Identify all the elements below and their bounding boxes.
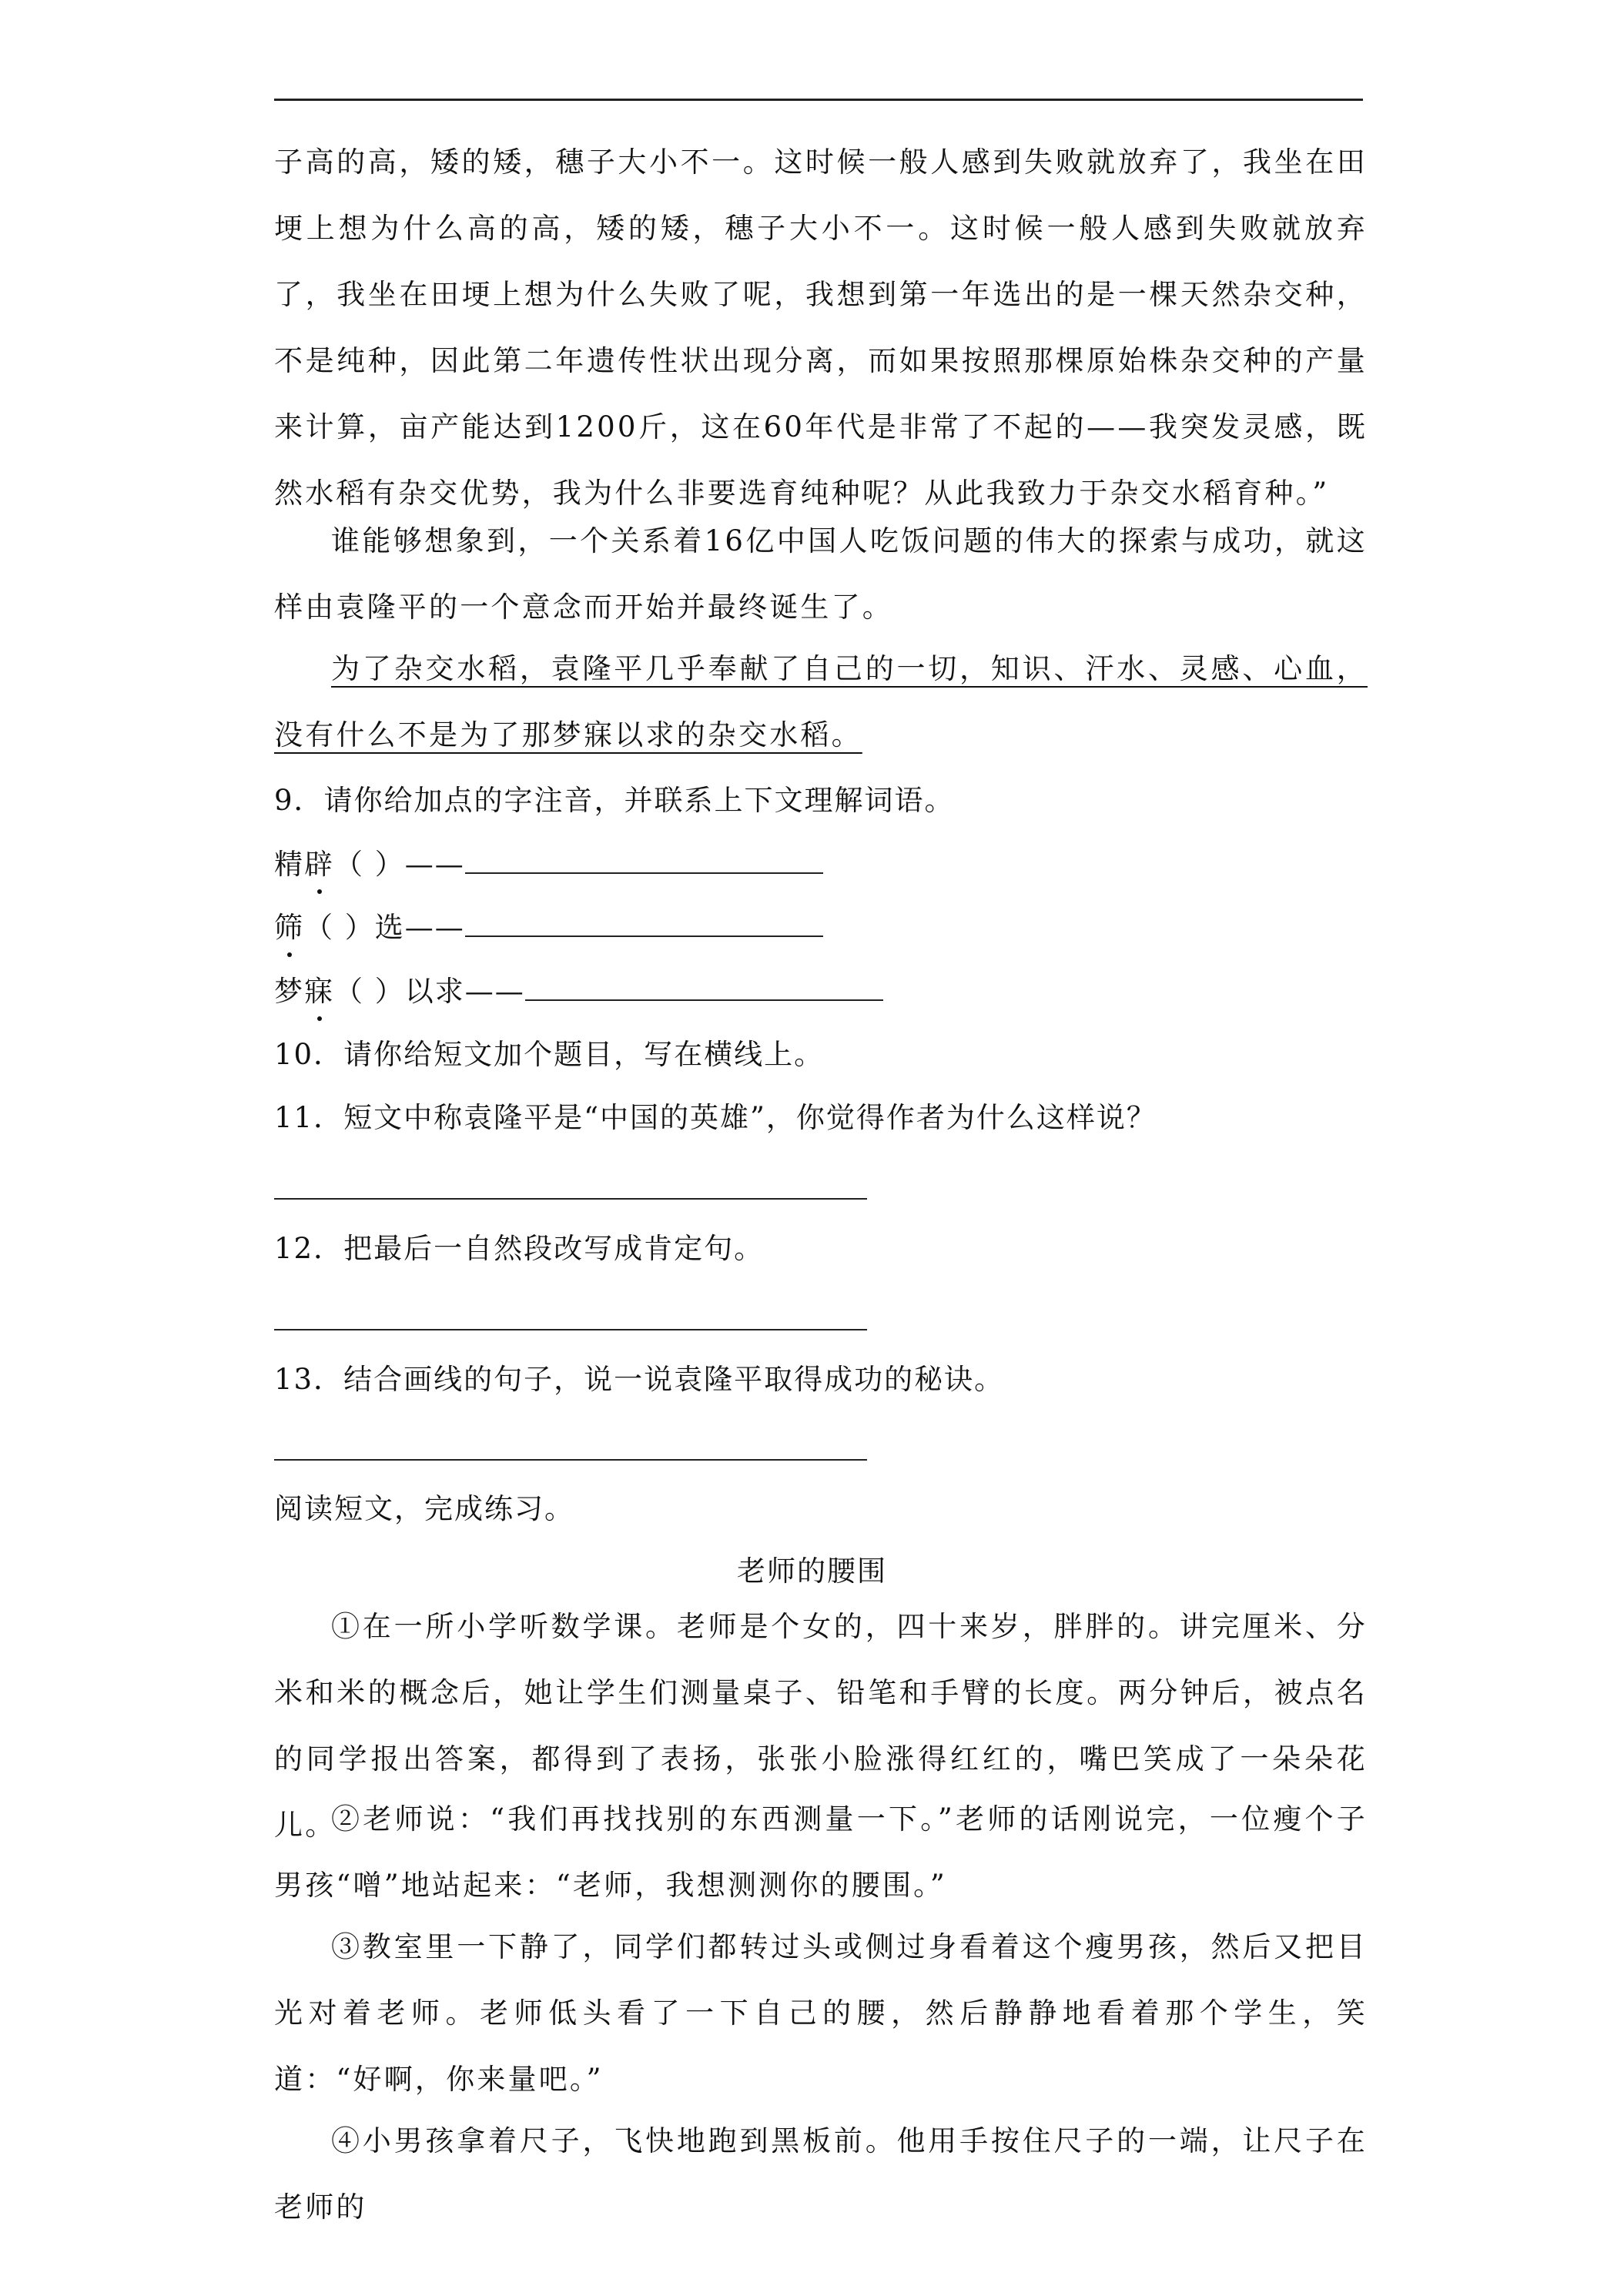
q9-word-2-blank[interactable] xyxy=(465,905,823,937)
q9-word-1-paren: （ ）—— xyxy=(334,848,465,881)
q11-answer-line[interactable] xyxy=(274,1198,867,1200)
question-10: 10．请你给短文加个题目，写在横线上。 xyxy=(274,1038,825,1071)
q9-word-3-char: 梦 xyxy=(274,975,304,1008)
q9-word-2 xyxy=(274,905,823,951)
passage2-paragraph-4: ④小男孩拿着尺子，飞快地跑到黑板前。他用手按住尺子的一端，让尺子在老师的 xyxy=(274,2124,1368,2224)
passage2-paragraph-2: ②老师说：“我们再找找别的东西测量一下。”老师的话刚说完，一位瘦个子男孩“噌”地站起来：“老师，我想测测你的腰围。” xyxy=(274,1802,1368,1902)
q9-word-3-dotted-char: 寐 xyxy=(304,969,334,1015)
underlined-sentence: 为了杂交水稻，袁隆平几乎奉献了自己的一切，知识、汗水、灵感、心血，没有什么不是为了那梦寐以求的杂交水稻。 xyxy=(274,652,1368,751)
question-13: 13．结合画线的句子，说一说袁隆平取得成功的秘诀。 xyxy=(274,1363,1005,1396)
question-11: 11．短文中称袁隆平是“中国的英雄”，你觉得作者为什么这样说？ xyxy=(274,1101,1157,1134)
q9-word-3 xyxy=(274,969,883,1015)
q9-word-1-dotted-char: 辟 xyxy=(304,842,334,888)
question-12: 12．把最后一自然段改写成肯定句。 xyxy=(274,1232,765,1265)
q13-answer-line[interactable] xyxy=(274,1459,867,1461)
question-9: 9．请你给加点的字注音，并联系上下文理解词语。 xyxy=(274,784,955,817)
passage2-paragraph-3: ③教室里一下静了，同学们都转过头或侧过身看着这个瘦男孩，然后又把目光对着老师。老师低头看了一下自己的腰，然后静静地看着那个学生，笑道：“好啊，你来量吧。” xyxy=(274,1930,1368,2096)
reading-instruction: 阅读短文，完成练习。 xyxy=(274,1492,574,1525)
header-rule xyxy=(274,99,1363,101)
passage2-paragraph-1: ①在一所小学听数学课。老师是个女的，四十来岁，胖胖的。讲完厘米、分米和米的概念后，她让学生们测量桌子、铅笔和手臂的长度。两分钟后，被点名的同学报出答案，都得到了表扬，张张小脸涨得红红的，嘴巴笑成了一朵朵花儿。 xyxy=(274,1610,1368,1842)
passage1-paragraph-2: 谁能够想象到，一个关系着16亿中国人吃饭问题的伟大的探索与成功，就这样由袁隆平的一个意念而开始并最终诞生了。 xyxy=(274,524,1368,624)
q9-word-3-blank[interactable] xyxy=(525,969,883,1001)
q9-word-1-char: 精 xyxy=(274,848,304,881)
q9-word-1-blank[interactable] xyxy=(465,842,823,874)
q9-word-2-paren: （ ）选—— xyxy=(304,911,465,944)
q9-word-3-paren: （ ）以求—— xyxy=(334,975,525,1008)
passage1-paragraph-1: 子高的高，矮的矮，穗子大小不一。这时候一般人感到失败就放弃了，我坐在田埂上想为什么高的高，矮的矮，穗子大小不一。这时候一般人感到失败就放弃了，我坐在田埂上想为什么失败了呢，我想到第一年选出的是一棵天然杂交种，不是纯种，因此第二年遗传性状出现分离，而如果按照那棵原始株杂交种的产量来计算，亩产能达到1200斤，这在60年代是非常了不起的——我突发灵感，既然水稻有杂交优势，我为什么非要选育纯种呢？从此我致力于杂交水稻育种。” xyxy=(274,146,1368,510)
passage1-paragraph-3 xyxy=(274,636,1368,768)
q12-answer-line[interactable] xyxy=(274,1329,867,1330)
q9-word-2-dotted-char: 筛 xyxy=(274,905,304,951)
q9-word-1 xyxy=(274,842,823,888)
passage2-title: 老师的腰围 xyxy=(737,1555,887,1588)
